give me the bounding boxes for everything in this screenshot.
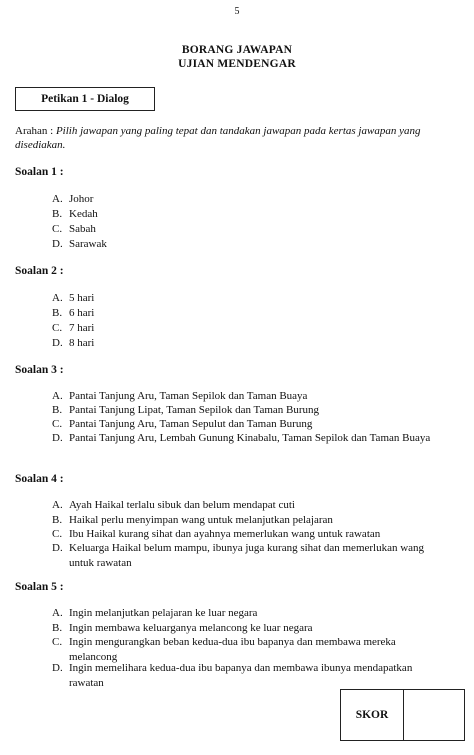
instructions (15, 124, 460, 152)
option-letter: A. (52, 390, 63, 402)
option-letter: D. (52, 337, 63, 349)
option-letter: D. (52, 432, 63, 444)
option-text: Ibu Haikal kurang sihat dan ayahnya memerlukan wang untuk rawatan (69, 528, 381, 540)
option-text: 6 hari (69, 307, 95, 319)
question-label: Soalan 3 : (15, 364, 64, 376)
option-text: Kedah (69, 208, 98, 220)
form-subtitle: UJIAN MENDENGAR (178, 58, 296, 70)
score-box (340, 689, 465, 741)
instructions-text: Pilih jawapan yang paling tepat dan tandakan jawapan pada kertas jawapan yang disediakan. (15, 125, 421, 151)
option-letter: B. (52, 208, 63, 220)
option-text: Sarawak (69, 238, 107, 250)
option-letter: B. (52, 514, 63, 526)
page-number: 5 (234, 6, 240, 17)
option-text: Ingin mengurangkan beban kedua-dua ibu bapanya dan membawa mereka melancong (69, 636, 396, 663)
option-letter: C. (52, 223, 63, 235)
option-letter: C. (52, 322, 63, 334)
option-letter: B. (52, 404, 63, 416)
option-letter: A. (52, 292, 63, 304)
form-title: BORANG JAWAPAN (181, 44, 293, 56)
option-text: Pantai Tanjung Aru, Taman Sepilok dan Taman Buaya (69, 390, 308, 402)
question-label: Soalan 5 : (15, 581, 64, 593)
option-letter: D. (52, 542, 63, 554)
option-letter: A. (52, 193, 63, 205)
option-text: Pantai Tanjung Aru, Taman Sepulut dan Taman Burung (69, 418, 313, 430)
option-text: 5 hari (69, 292, 95, 304)
section-label: Petikan 1 - Dialog (41, 93, 129, 105)
question-label: Soalan 2 : (15, 265, 64, 277)
score-field (404, 690, 464, 740)
option-letter: C. (52, 636, 63, 648)
question-label: Soalan 1 : (15, 166, 64, 178)
option-letter: A. (52, 499, 63, 511)
option-text: Pantai Tanjung Aru, Lembah Gunung Kinabalu, Taman Sepilok dan Taman Buaya (69, 432, 431, 444)
option-letter: A. (52, 607, 63, 619)
option-letter: D. (52, 662, 63, 674)
option-text: Ayah Haikal terlalu sibuk dan belum mendapat cuti (69, 499, 295, 511)
question-label: Soalan 4 : (15, 473, 64, 485)
option-letter: C. (52, 418, 63, 430)
option-letter: B. (52, 622, 63, 634)
option-text: Haikal perlu menyimpan wang untuk melanjutkan pelajaran (69, 514, 333, 526)
option-text: 8 hari (69, 337, 95, 349)
option-letter: C. (52, 528, 63, 540)
option-text: Ingin melanjutkan pelajaran ke luar negara (69, 607, 258, 619)
score-label: SKOR (341, 690, 404, 740)
option-letter: D. (52, 238, 63, 250)
option-text: Ingin membawa keluarganya melancong ke luar negara (69, 622, 313, 634)
option-letter: B. (52, 307, 63, 319)
instructions-label: Arahan : (15, 125, 54, 137)
option-text: 7 hari (69, 322, 95, 334)
option-text: Pantai Tanjung Lipat, Taman Sepilok dan Taman Burung (69, 404, 320, 416)
option-text: Ingin memelihara kedua-dua ibu bapanya dan membawa ibunya mendapatkan rawatan (69, 662, 413, 689)
option-text: Johor (69, 193, 94, 205)
option-text: Keluarga Haikal belum mampu, ibunya juga kurang sihat dan memerlukan wang untuk rawatan (69, 542, 425, 569)
section-label-box (15, 87, 155, 111)
option-text: Sabah (69, 223, 96, 235)
